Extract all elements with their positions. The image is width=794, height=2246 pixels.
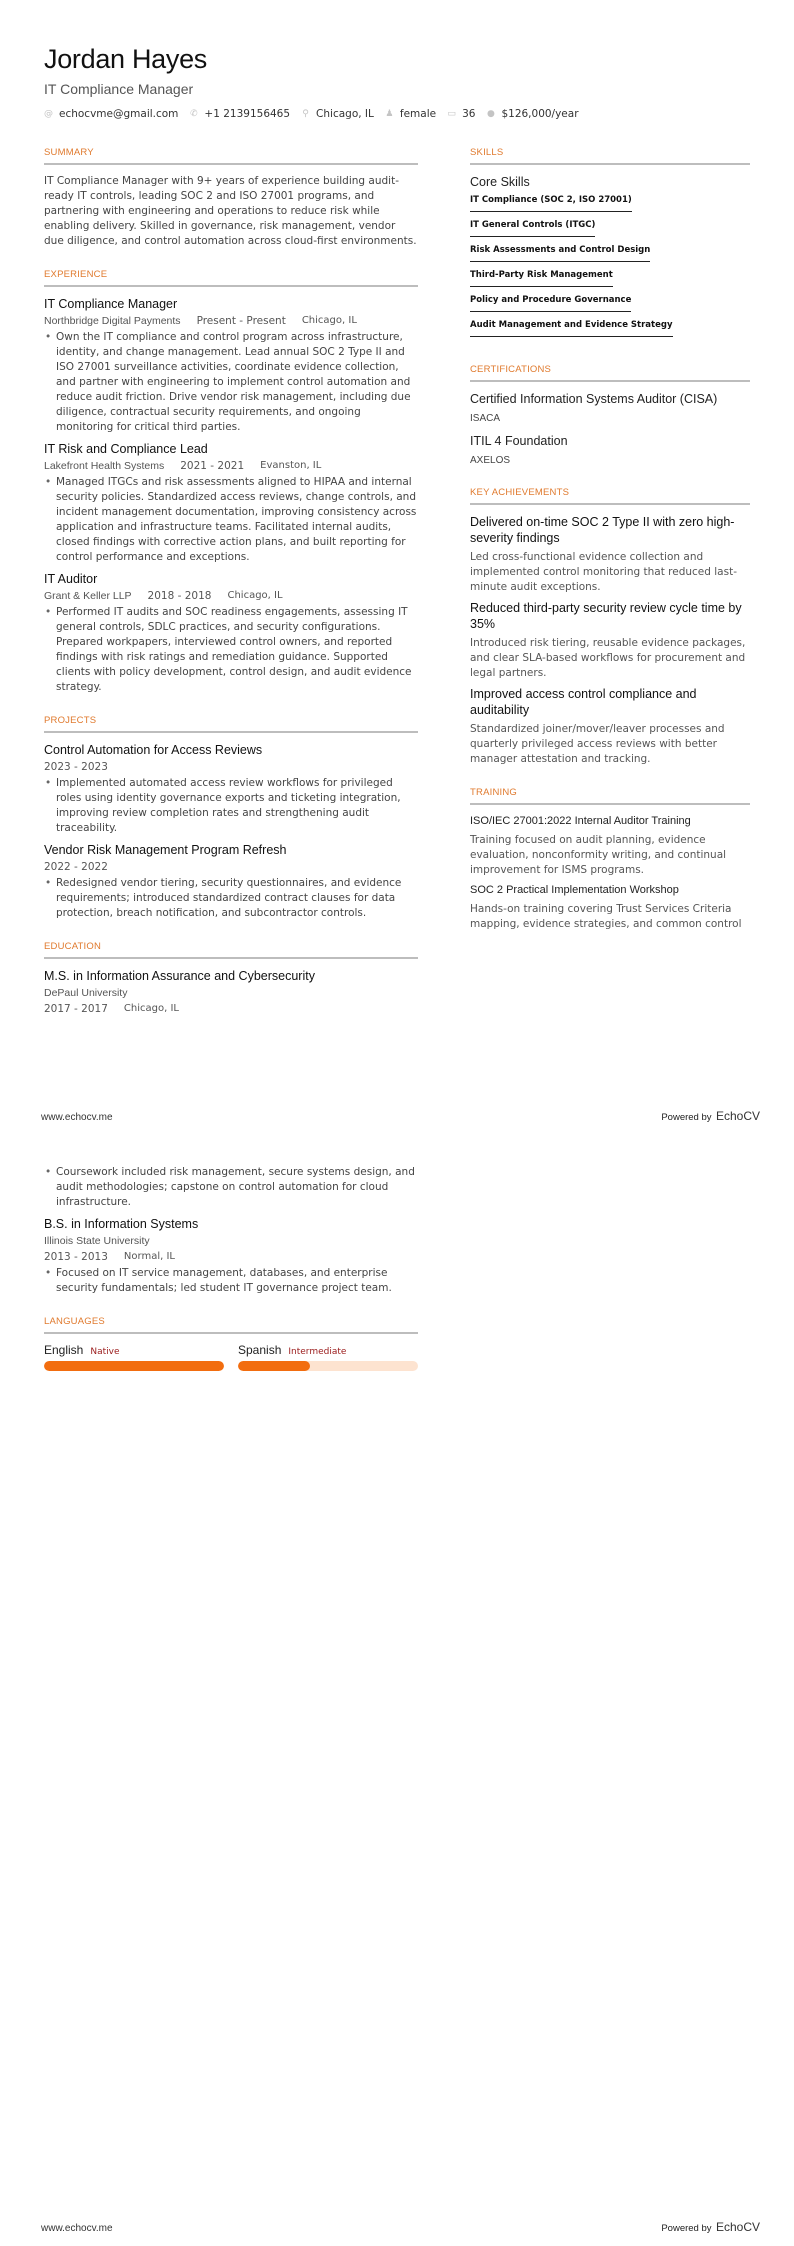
training-item — [470, 814, 750, 878]
school: Illinois State University — [44, 1235, 150, 1247]
language-level: Intermediate — [288, 1347, 347, 1357]
powered-by — [661, 2218, 760, 2236]
experience-section — [44, 269, 418, 695]
job-bullets — [44, 475, 418, 565]
job-bullet: • Managed ITGCs and risk assessments aligned to HIPAA and internal security policies. Standardized access reviews, change controls, and incident management documentation, improving consistency across application and infrastructure teams. Facilitated internal audits, closed findings with corrective action plans, and built reporting for control performance and exceptions. — [44, 475, 418, 565]
resume-header — [44, 44, 754, 120]
certification-issuer: AXELOS — [470, 455, 511, 466]
contact-age-value: 36 — [462, 108, 476, 120]
achievement-title: Improved access control compliance and auditability — [470, 687, 697, 717]
left-column — [44, 147, 418, 1036]
language-list — [44, 1343, 418, 1371]
degree: B.S. in Information Systems — [44, 1217, 199, 1231]
certification-name: ITIL 4 Foundation — [470, 434, 568, 448]
job-title: IT Risk and Compliance Lead — [44, 442, 208, 456]
footer-site-link[interactable]: www.echocv.me — [41, 2223, 113, 2234]
achievement-description: Led cross-functional evidence collection and implemented control monitoring that reduced last-minute audit exceptions. — [470, 551, 737, 593]
job-location: Chicago, IL — [227, 590, 283, 601]
certification-issuer: ISACA — [470, 413, 501, 424]
education-item — [44, 968, 418, 1016]
achievement-description: Standardized joiner/mover/leaver processes and quarterly privileged access reviews with better manager attestation and tracking. — [470, 723, 725, 765]
languages-heading: LANGUAGES — [44, 1316, 418, 1334]
project-item — [44, 842, 418, 921]
language-name: English — [44, 1343, 84, 1357]
location-pin-icon: ⚲ — [302, 108, 309, 119]
language-head — [44, 1343, 224, 1357]
achievements-section — [470, 487, 750, 767]
job-location: Chicago, IL — [301, 315, 357, 326]
project-bullets — [44, 776, 418, 836]
project-meta — [44, 860, 418, 874]
language-proficiency-fill — [238, 1361, 310, 1371]
candidate-name: Jordan Hayes — [44, 44, 207, 74]
job-dates: 2018 - 2018 — [147, 590, 212, 602]
contact-age — [447, 108, 475, 120]
achievement-title: Reduced third-party security review cycle time by 35% — [470, 601, 742, 631]
education-section-continued — [44, 1165, 418, 1296]
project-item — [44, 742, 418, 836]
project-dates: 2022 - 2022 — [44, 861, 108, 873]
contact-salary — [486, 108, 578, 120]
experience-heading: EXPERIENCE — [44, 269, 418, 287]
language-item — [238, 1343, 418, 1371]
school: DePaul University — [44, 987, 128, 999]
school-row — [44, 986, 418, 1000]
certification-item — [470, 433, 750, 467]
training-title: ISO/IEC 27001:2022 Internal Auditor Training — [470, 815, 691, 827]
skills-section — [470, 147, 750, 344]
project-meta — [44, 760, 418, 774]
left-column-continued — [44, 1163, 418, 1391]
skill-tags — [470, 194, 750, 344]
job-bullet: • Performed IT audits and SOC readiness engagements, assessing IT general controls, SDLC practices, and security configurations. Prepared workpapers, interviewed control owners, and reported findings with risk ratings and remediation guidance. Supported clients with policy development, control design, and audit evidence strategy. — [44, 605, 418, 695]
contact-location — [301, 108, 374, 120]
job-meta — [44, 459, 418, 473]
language-proficiency-bar — [238, 1361, 418, 1371]
contact-location-value: Chicago, IL — [316, 108, 374, 120]
job-location: Evanston, IL — [260, 460, 322, 471]
summary-section — [44, 147, 418, 249]
certification-item — [470, 391, 750, 425]
certifications-section — [470, 364, 750, 467]
company: Northbridge Digital Payments — [44, 315, 181, 327]
job-meta — [44, 589, 418, 603]
language-item — [44, 1343, 224, 1371]
experience-item — [44, 441, 418, 565]
education-location: Chicago, IL — [123, 1003, 179, 1014]
job-dates: 2021 - 2021 — [180, 460, 245, 472]
at-icon: @ — [44, 108, 53, 119]
skill-tag: Policy and Procedure Governance — [470, 294, 631, 312]
education-item — [44, 1216, 418, 1296]
education-bullet: • Coursework included risk management, secure systems design, and audit methodologies; capstone on control automation for cloud infrastructure. — [44, 1165, 418, 1210]
contact-email-value: echocvme@gmail.com — [59, 108, 179, 120]
summary-heading: SUMMARY — [44, 147, 418, 165]
education-bullets — [44, 1266, 418, 1296]
achievement-item — [470, 686, 750, 767]
education-bullets — [44, 1165, 418, 1210]
project-bullets — [44, 876, 418, 921]
training-title: SOC 2 Practical Implementation Workshop — [470, 884, 679, 896]
skill-tag: IT Compliance (SOC 2, ISO 27001) — [470, 194, 632, 212]
company: Grant & Keller LLP — [44, 590, 132, 602]
project-title: Control Automation for Access Reviews — [44, 743, 263, 757]
contact-gender — [385, 108, 436, 120]
education-bullet: • Focused on IT service management, databases, and enterprise security fundamentals; led student IT governance project team. — [44, 1266, 418, 1296]
training-description: Training focused on audit planning, evidence evaluation, nonconformity writing, and continual improvement for ISMS programs. — [470, 834, 727, 876]
degree: M.S. in Information Assurance and Cybersecurity — [44, 969, 315, 983]
achievement-description: Introduced risk tiering, reusable evidence packages, and clear SLA-based workflows for procurement and legal partners. — [470, 637, 746, 679]
certifications-heading: CERTIFICATIONS — [470, 364, 750, 382]
skill-tag: IT General Controls (ITGC) — [470, 219, 595, 237]
right-column — [470, 147, 750, 952]
job-meta — [44, 314, 418, 328]
training-section — [470, 787, 750, 932]
project-dates: 2023 - 2023 — [44, 761, 108, 773]
powered-by-label: Powered by — [661, 1112, 712, 1123]
money-icon: ● — [487, 108, 495, 119]
calendar-icon: ▭ — [447, 108, 456, 119]
skills-heading: SKILLS — [470, 147, 750, 165]
education-dates: 2013 - 2013 — [44, 1251, 108, 1263]
brand-link[interactable]: EchoCV — [715, 1109, 760, 1123]
education-dates: 2017 - 2017 — [44, 1003, 108, 1015]
footer-site-link[interactable]: www.echocv.me — [41, 1112, 113, 1123]
education-section — [44, 941, 418, 1016]
school-row — [44, 1234, 418, 1248]
certification-name: Certified Information Systems Auditor (CISA) — [470, 392, 718, 406]
education-meta — [44, 1250, 418, 1264]
language-name: Spanish — [238, 1343, 282, 1357]
experience-item — [44, 296, 418, 435]
training-description: Hands-on training covering Trust Services Criteria mapping, evidence strategies, and common control — [470, 903, 742, 930]
project-bullet: • Implemented automated access review workflows for privileged roles using identity governance exports and ticketing integration, improving review completion rates and strengthening audit traceability. — [44, 776, 418, 836]
job-dates: Present - Present — [196, 315, 286, 327]
job-title: IT Compliance Manager — [44, 297, 178, 311]
job-title: IT Auditor — [44, 572, 98, 586]
skill-tag: Audit Management and Evidence Strategy — [470, 319, 673, 337]
achievements-heading: KEY ACHIEVEMENTS — [470, 487, 750, 505]
projects-heading: PROJECTS — [44, 715, 418, 733]
language-proficiency-bar — [44, 1361, 224, 1371]
brand-link[interactable]: EchoCV — [715, 2220, 760, 2234]
contact-phone[interactable] — [189, 108, 290, 120]
achievement-item — [470, 600, 750, 681]
powered-by-label: Powered by — [661, 2223, 712, 2234]
language-proficiency-fill — [44, 1361, 224, 1371]
person-icon: ♟ — [385, 108, 394, 119]
training-heading: TRAINING — [470, 787, 750, 805]
summary-text: IT Compliance Manager with 9+ years of experience building audit-ready IT controls, leading SOC 2 and ISO 27001 programs, and partnering with engineering and operations to reduce risk while enabling delivery. Skilled in governance, risk management, vendor due diligence, and control automation across cloud-first environments. — [44, 175, 417, 247]
project-bullet: • Redesigned vendor tiering, security questionnaires, and evidence requirements; introduced standardized contract clauses for data protection, breach notification, and subcontractor controls. — [44, 876, 418, 921]
projects-section — [44, 715, 418, 921]
education-heading: EDUCATION — [44, 941, 418, 959]
job-bullets — [44, 605, 418, 695]
page-footer — [41, 2218, 760, 2236]
achievement-item — [470, 514, 750, 595]
contact-row — [44, 108, 754, 120]
company: Lakefront Health Systems — [44, 460, 165, 472]
candidate-title: IT Compliance Manager — [44, 81, 194, 97]
skill-tag: Risk Assessments and Control Design — [470, 244, 650, 262]
training-item — [470, 883, 750, 932]
education-location: Normal, IL — [123, 1251, 175, 1262]
phone-icon: ✆ — [190, 108, 198, 119]
job-bullets — [44, 330, 418, 435]
contact-salary-value: $126,000/year — [501, 108, 579, 120]
resume-page-2 — [0, 1123, 794, 2246]
project-title: Vendor Risk Management Program Refresh — [44, 843, 287, 857]
language-head — [238, 1343, 418, 1357]
contact-gender-value: female — [399, 108, 437, 120]
skill-tag: Third-Party Risk Management — [470, 269, 613, 287]
skills-subheading: Core Skills — [470, 175, 530, 189]
experience-item — [44, 571, 418, 695]
contact-phone-value: +1 2139156465 — [204, 108, 291, 120]
language-level: Native — [90, 1347, 120, 1357]
achievement-title: Delivered on-time SOC 2 Type II with zero high-severity findings — [470, 515, 735, 545]
job-bullet: • Own the IT compliance and control program across infrastructure, identity, and change management. Lead annual SOC 2 Type II and ISO 27001 surveillance activities, coordinate evidence collection, and partner with engineering to implement control automation and reduce audit friction. Drive vendor risk management, including due diligence, contractual security requirements, and ongoing monitoring for critical third parties. — [44, 330, 418, 435]
contact-email[interactable] — [44, 108, 178, 120]
education-meta — [44, 1002, 418, 1016]
languages-section — [44, 1316, 418, 1371]
